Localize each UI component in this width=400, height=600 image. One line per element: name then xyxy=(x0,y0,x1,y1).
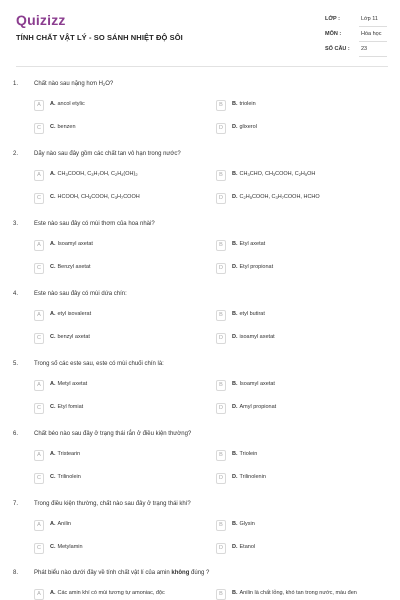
option-letter-box[interactable]: A xyxy=(34,240,44,251)
option-text xyxy=(232,521,255,527)
meta-subject-value: Hóa học xyxy=(361,31,382,37)
option-body: Etanol xyxy=(239,544,256,550)
option-label: A. xyxy=(50,381,56,387)
option-body: isoamyl axetat xyxy=(239,334,275,340)
answer-option-b[interactable] xyxy=(216,589,386,600)
answer-option-a[interactable] xyxy=(34,589,204,600)
option-text xyxy=(232,381,275,387)
option-text xyxy=(50,544,83,550)
question-3 xyxy=(0,221,400,281)
option-text xyxy=(232,194,320,200)
option-letter-box[interactable]: A xyxy=(34,380,44,391)
answer-option-c[interactable] xyxy=(34,543,204,556)
option-body: Amyl propionat xyxy=(239,404,277,410)
option-body: Anilin xyxy=(57,521,71,527)
option-label: C. xyxy=(50,124,56,130)
option-text xyxy=(232,101,256,107)
option-body: Tristearin xyxy=(57,451,81,457)
option-body: $CH_3CHO$, $CH_3COOH$, $C_2H_5OH$ xyxy=(239,171,316,177)
option-label: D. xyxy=(232,474,238,480)
question-number: 7. xyxy=(13,501,19,507)
option-text xyxy=(232,124,257,130)
question-text: Trong số các este sau, este có mùi chuối chín là: xyxy=(34,361,164,367)
answer-option-a[interactable] xyxy=(34,310,204,323)
answer-option-c[interactable] xyxy=(34,193,204,206)
meta-class-underline xyxy=(359,26,387,27)
option-letter-box[interactable]: D xyxy=(216,473,226,484)
option-text xyxy=(50,381,87,387)
question-number: 5. xyxy=(13,361,19,367)
question-number: 4. xyxy=(13,291,19,297)
quizizz-logo: Quizizz xyxy=(16,12,66,28)
option-body: Benzyl axetat xyxy=(57,264,91,270)
option-text xyxy=(50,264,91,270)
question-number: 1. xyxy=(13,81,19,87)
option-body: benzyl axetat xyxy=(57,334,90,340)
option-label: D. xyxy=(232,404,238,410)
option-label: D. xyxy=(232,264,238,270)
option-label: D. xyxy=(232,194,238,200)
option-letter-box[interactable]: B xyxy=(216,380,226,391)
question-text: Chất nào sau nặng hơn $H_2O$? xyxy=(34,81,114,87)
option-text xyxy=(50,101,85,107)
option-letter-box[interactable]: C xyxy=(34,403,44,414)
option-body: etyl isovalerat xyxy=(57,311,92,317)
meta-count-key: SỐ CÂU : xyxy=(325,46,350,52)
option-label: C. xyxy=(50,544,56,550)
question-text: Este nào sau đây có mùi dứa chín: xyxy=(34,291,127,297)
question-number: 3. xyxy=(13,221,19,227)
option-label: B. xyxy=(232,381,238,387)
option-letter-box[interactable]: D xyxy=(216,543,226,554)
option-letter-box[interactable]: A xyxy=(34,589,44,600)
question-number: 8. xyxy=(13,570,19,576)
option-body: Triolein xyxy=(239,451,258,457)
answer-option-b[interactable] xyxy=(216,520,386,533)
option-letter-box[interactable]: D xyxy=(216,123,226,134)
answer-option-c[interactable] xyxy=(34,123,204,136)
answer-option-b[interactable] xyxy=(216,450,386,463)
option-letter-box[interactable]: C xyxy=(34,263,44,274)
option-label: A. xyxy=(50,171,56,177)
answer-option-d[interactable] xyxy=(216,193,386,206)
option-body: triolein xyxy=(239,101,256,107)
option-body: Metylamin xyxy=(57,544,83,550)
option-body: Etyl fomiat xyxy=(57,404,84,410)
option-label: B. xyxy=(232,241,238,247)
option-body: Isoamyl axetat xyxy=(239,381,275,387)
worksheet-title: TÍNH CHẤT VẬT LÝ - SO SÁNH NHIỆT ĐỘ SÔI xyxy=(16,33,183,42)
option-label: D. xyxy=(232,544,238,550)
option-body: Anilin là chất lỏng, khó tan trong nước, màu đen xyxy=(239,590,357,596)
option-text xyxy=(50,474,81,480)
answer-option-b[interactable] xyxy=(216,100,386,113)
answer-option-b[interactable] xyxy=(216,170,386,183)
option-letter-box[interactable]: A xyxy=(34,310,44,321)
option-label: B. xyxy=(232,311,238,317)
option-body: Isoamyl axetat xyxy=(57,241,93,247)
option-text xyxy=(50,311,91,317)
answer-option-a[interactable] xyxy=(34,100,204,113)
question-text: Chất béo nào sau đây ở trạng thái rắn ở điều kiện thường? xyxy=(34,431,192,437)
option-body: Trilinolenin xyxy=(239,474,266,480)
meta-class-value: Lớp 11 xyxy=(361,16,378,22)
option-label: B. xyxy=(232,171,238,177)
option-label: D. xyxy=(232,334,238,340)
option-label: A. xyxy=(50,521,56,527)
option-label: D. xyxy=(232,124,238,130)
option-text xyxy=(232,404,276,410)
question-text: Phát biểu nào dưới đây về tính chất vật lí của amin không đúng ? xyxy=(34,570,210,576)
option-body: Metyl axetat xyxy=(57,381,88,387)
option-body: Etyl propionat xyxy=(239,264,274,270)
question-7 xyxy=(0,501,400,561)
answer-option-a[interactable] xyxy=(34,380,204,393)
option-letter-box[interactable]: B xyxy=(216,450,226,461)
option-body: ancol etylic xyxy=(57,101,85,107)
worksheet-header xyxy=(0,0,400,64)
option-text xyxy=(50,451,80,457)
answer-option-b[interactable] xyxy=(216,380,386,393)
answer-option-a[interactable] xyxy=(34,520,204,533)
option-letter-box[interactable]: B xyxy=(216,170,226,181)
option-text xyxy=(232,311,265,317)
option-letter-box[interactable]: C xyxy=(34,193,44,204)
option-text xyxy=(50,194,140,200)
option-text xyxy=(50,241,93,247)
option-letter-box[interactable]: C xyxy=(34,333,44,344)
answer-option-d[interactable] xyxy=(216,123,386,136)
option-body: Glysin xyxy=(239,521,255,527)
option-label: C. xyxy=(50,474,56,480)
answer-option-d[interactable] xyxy=(216,473,386,486)
option-label: A. xyxy=(50,311,56,317)
option-body: HCOOH, $CH_3COOH$, $C_3H_7COOH$ xyxy=(57,194,140,200)
question-4 xyxy=(0,291,400,351)
question-number: 6. xyxy=(13,431,19,437)
question-1 xyxy=(0,81,400,141)
option-label: B. xyxy=(232,590,238,596)
answer-option-b[interactable] xyxy=(216,310,386,323)
option-label: A. xyxy=(50,590,56,596)
option-letter-box[interactable]: B xyxy=(216,589,226,600)
option-letter-box[interactable]: B xyxy=(216,240,226,251)
meta-subject-key: MÔN : xyxy=(325,31,342,37)
option-label: C. xyxy=(50,264,56,270)
option-body: glixerol xyxy=(239,124,257,130)
option-text xyxy=(232,590,357,596)
question-text: Dãy nào sau đây gồm các chất tan vô hạn trong nước? xyxy=(34,151,181,157)
option-text xyxy=(50,334,90,340)
option-text xyxy=(232,171,315,177)
option-body: Các amin khí có mùi tương tự amoniac, độc xyxy=(57,590,165,596)
option-letter-box[interactable]: D xyxy=(216,403,226,414)
option-body: Etyl axetat xyxy=(239,241,266,247)
option-text xyxy=(232,241,265,247)
answer-option-d[interactable] xyxy=(216,403,386,416)
answer-option-c[interactable] xyxy=(34,403,204,416)
option-label: C. xyxy=(50,404,56,410)
option-text xyxy=(232,544,255,550)
question-8 xyxy=(0,570,400,600)
option-letter-box[interactable]: A xyxy=(34,450,44,461)
option-body: $C_2H_5COOH$, $C_3H_7COOH$, HCHO xyxy=(239,194,320,200)
option-letter-box[interactable]: B xyxy=(216,100,226,111)
meta-count-value: 23 xyxy=(361,46,368,52)
meta-subject-underline xyxy=(359,41,387,42)
option-label: B. xyxy=(232,101,238,107)
option-letter-box[interactable]: A xyxy=(34,170,44,181)
meta-count-underline xyxy=(359,56,387,57)
option-label: B. xyxy=(232,521,238,527)
option-letter-box[interactable]: A xyxy=(34,520,44,531)
option-label: A. xyxy=(50,451,56,457)
option-letter-box[interactable]: C xyxy=(34,123,44,134)
question-text: Trong điều kiện thường, chất nào sau đây ở trạng thái khí? xyxy=(34,501,191,507)
answer-option-d[interactable] xyxy=(216,543,386,556)
option-letter-box[interactable]: B xyxy=(216,310,226,321)
option-body: etyl butirat xyxy=(239,311,265,317)
option-text xyxy=(232,474,266,480)
question-2 xyxy=(0,151,400,211)
option-text xyxy=(50,590,165,596)
question-number: 2. xyxy=(13,151,19,157)
meta-class-key: LỚP : xyxy=(325,16,340,22)
option-label: C. xyxy=(50,334,56,340)
option-label: A. xyxy=(50,241,56,247)
option-label: A. xyxy=(50,101,56,107)
option-letter-box[interactable]: D xyxy=(216,263,226,274)
option-body: Trilinolein xyxy=(57,474,81,480)
answer-option-a[interactable] xyxy=(34,450,204,463)
option-text xyxy=(50,521,71,527)
option-text xyxy=(50,124,76,130)
answer-option-a[interactable] xyxy=(34,170,204,183)
option-label: C. xyxy=(50,194,56,200)
answer-option-d[interactable] xyxy=(216,263,386,276)
question-text: Este nào sau đây có mùi thơm của hoa nhài? xyxy=(34,221,155,227)
option-label: B. xyxy=(232,451,238,457)
option-text xyxy=(232,451,257,457)
option-letter-box[interactable]: B xyxy=(216,520,226,531)
answer-option-a[interactable] xyxy=(34,240,204,253)
option-letter-box[interactable]: D xyxy=(216,193,226,204)
option-letter-box[interactable]: A xyxy=(34,100,44,111)
option-body: $CH_3COOH$, $C_3H_7OH$, $C_2H_4(OH)_2$ xyxy=(57,171,138,177)
header-divider xyxy=(16,66,388,67)
answer-option-d[interactable] xyxy=(216,333,386,346)
question-5 xyxy=(0,361,400,421)
option-letter-box[interactable]: C xyxy=(34,473,44,484)
answer-option-b[interactable] xyxy=(216,240,386,253)
option-text xyxy=(50,171,138,177)
question-6 xyxy=(0,431,400,491)
option-body: benzen xyxy=(57,124,76,130)
answer-option-c[interactable] xyxy=(34,473,204,486)
answer-option-c[interactable] xyxy=(34,263,204,276)
option-letter-box[interactable]: C xyxy=(34,543,44,554)
answer-option-c[interactable] xyxy=(34,333,204,346)
option-letter-box[interactable]: D xyxy=(216,333,226,344)
option-text xyxy=(232,264,273,270)
option-text xyxy=(232,334,275,340)
option-text xyxy=(50,404,83,410)
